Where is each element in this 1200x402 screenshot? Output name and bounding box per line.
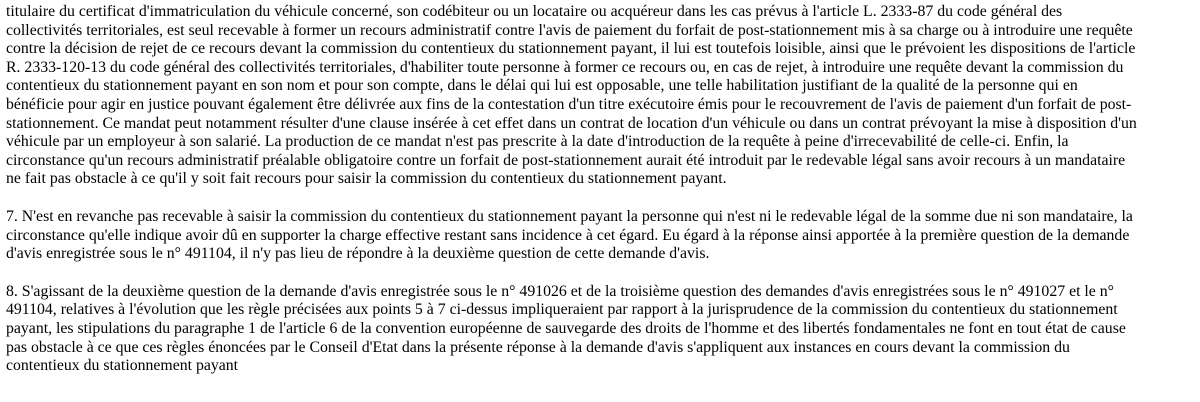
text-line: collectivités territoriales, est seul recevable à former un recours administratif contre l'avis de paiement du forfait de post-stationnement mis à sa charge ou à introduire une requête <box>6 21 1133 39</box>
text-line: bénéficie pour agir en justice pouvant également être délivrée aux fins de la contestation d'un titre exécutoire émis pour le recouvrement de l'avis de paiement d'un forfait de post- <box>6 95 1132 113</box>
text-line: contre la décision de rejet de ce recours devant la commission du contentieux du stationnement payant, il lui est toutefois loisible, ainsi que le prévoient les dispositions de l'article <box>6 40 1136 58</box>
text-line: d'avis enregistrée sous le n° 491104, il n'y pas lieu de répondre à la deuxième question de cette demande d'avis. <box>6 245 710 263</box>
text-line: pas obstacle à ce que ces règles énoncées par le Conseil d'Etat dans la présente réponse à la demande d'avis s'appliquent aux instances en cours devant la commission du <box>6 338 1070 356</box>
text-line: ne fait pas obstacle à ce qu'il y soit fait recours pour saisir la commission du contentieux du stationnement payant. <box>6 170 727 188</box>
paragraph-7 <box>6 208 1200 264</box>
text-line: 491104, relatives à l'évolution que les règle précisées aux points 5 à 7 ci-dessus impliqueraient par rapport à la jurisprudence de la commission du contentieux du stationnement <box>6 301 1118 319</box>
text-line: véhicule par un employeur à son salarié. La production de ce mandat n'est pas prescrite à la date d'introduction de la requête à peine d'irrecevabilité de celle-ci. Enfin, la <box>6 133 1069 151</box>
text-line: circonstance qu'un recours administratif préalable obligatoire contre un forfait de post-stationnement aurait été introduit par le redevable légal sans avoir recours à un mandataire <box>6 151 1126 169</box>
text-line: 7. N'est en revanche pas recevable à saisir la commission du contentieux du stationnement payant la personne qui n'est ni le redevable légal de la somme due ni son mandataire, la <box>6 207 1133 225</box>
text-line: stationnement. Ce mandat peut notamment résulter d'une clause insérée à cet effet dans un contrat de location d'un véhicule ou dans un contrat prévoyant la mise à disposition d'un <box>6 114 1137 132</box>
text-line: contentieux du stationnement payant <box>6 357 239 375</box>
text-line: titulaire du certificat d'immatriculation du véhicule concerné, son codébiteur ou un locataire ou acquéreur dans les cas prévus à l'article L. 2333-87 du code général des <box>6 3 1063 20</box>
text-line: contentieux du stationnement payant en son nom et pour son compte, dans le délai qui lui est opposable, une telle habilitation justifiant de la qualité de la personne qui en <box>6 77 1078 95</box>
paragraph-8 <box>6 283 1200 376</box>
text-line: payant, les stipulations du paragraphe 1 de l'article 6 de la convention européenne de sauvegarde des droits de l'homme et des libertés fondamentales ne font en tout état de cause <box>6 319 1126 337</box>
document-body <box>6 3 1200 376</box>
text-line: R. 2333-120-13 du code général des collectivités territoriales, d'habiliter toute personne à former ce recours ou, en cas de rejet, à introduire une requête devant la commission du <box>6 58 1124 76</box>
paragraph-continuation <box>6 3 1200 189</box>
text-line: 8. S'agissant de la deuxième question de la demande d'avis enregistrée sous le n° 491026 et de la troisième question des demandes d'avis enregistrées sous le n° 491027 et le n° <box>6 282 1114 300</box>
text-line: circonstance qu'elle indique avoir dû en supporter la charge effective restant sans incidence à cet égard. Eu égard à la réponse ainsi apportée à la première question de la demande <box>6 226 1130 244</box>
